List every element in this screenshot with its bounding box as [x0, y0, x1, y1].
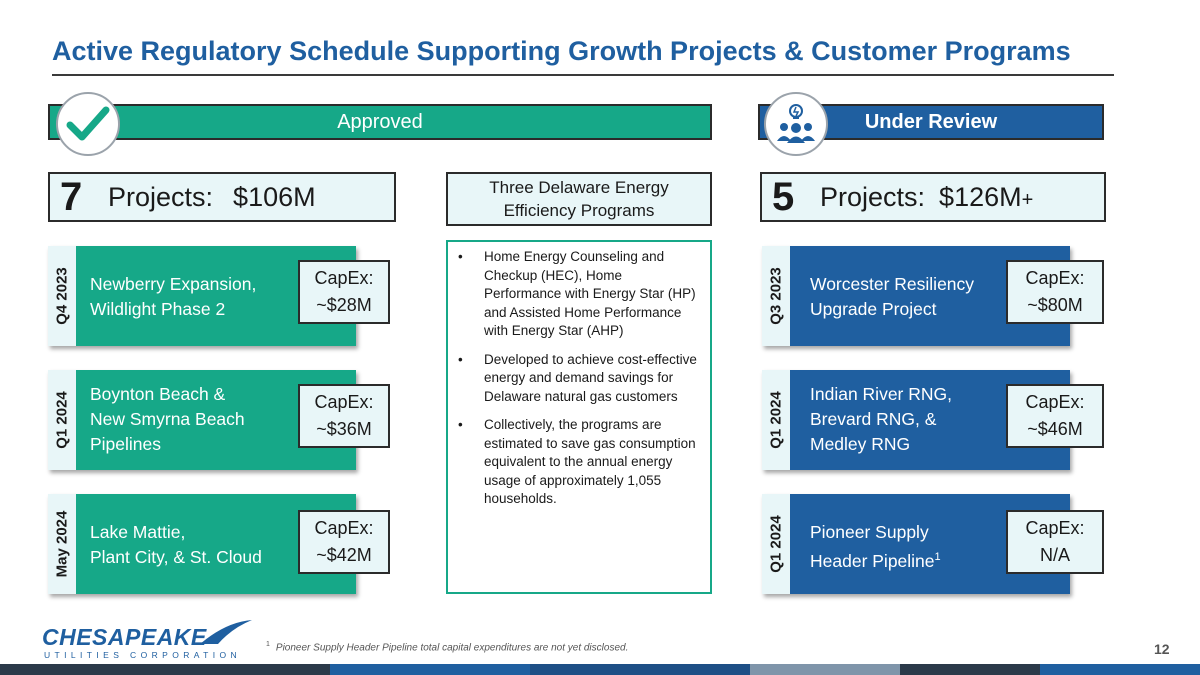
project-name-line: Plant City, & St. Cloud — [90, 547, 262, 567]
review-project-count: 5 — [772, 174, 795, 219]
project-name — [810, 382, 952, 457]
project-name-line: New Smyrna Beach — [90, 409, 245, 429]
capex-value: ~$80M — [1027, 295, 1083, 315]
under-review-header-label: Under Review — [864, 110, 998, 133]
capex-value: ~$36M — [316, 419, 372, 439]
approved-project-count: 7 — [60, 174, 83, 219]
capex-value: N/A — [1039, 545, 1070, 565]
capex-label: CapEx: — [1025, 268, 1085, 288]
page-number: 12 — [1154, 641, 1170, 657]
capex-label: CapEx: — [1025, 518, 1085, 538]
program-bullet: • Collectively, the programs are estimated to save gas consumption equivalent to the annual energy usage of approximately 1,055 households. — [448, 416, 702, 509]
project-name-line: Indian River RNG, — [810, 384, 952, 404]
project-name-line: Pipelines — [90, 434, 162, 454]
date-tab — [762, 370, 790, 470]
check-badge — [56, 92, 120, 156]
project-name — [90, 520, 262, 570]
project-name-line: Upgrade Project — [810, 299, 937, 319]
capex-box — [1006, 260, 1104, 324]
project-name-line: Medley RNG — [810, 434, 911, 454]
review-summary — [760, 172, 1106, 222]
project-name-line — [810, 545, 941, 574]
capex-value: ~$46M — [1027, 419, 1083, 439]
footnote-number: 1 — [266, 641, 270, 648]
capex-value: ~$28M — [316, 295, 372, 315]
project-name-line: Newberry Expansion, — [90, 274, 257, 294]
footnote-text: Pioneer Supply Header Pipeline total capital expenditures are not yet disclosed. — [275, 642, 629, 654]
date-tab — [48, 246, 76, 346]
approved-header — [48, 104, 712, 140]
project-name-line: Wildlight Phase 2 — [90, 299, 226, 319]
bottom-color-stripe — [0, 664, 1200, 675]
team-badge — [764, 92, 828, 156]
programs-title-line: Efficiency Programs — [503, 201, 655, 220]
project-name — [810, 272, 974, 322]
project-name — [810, 520, 941, 574]
capex-label: CapEx: — [314, 518, 374, 538]
date-tab — [48, 494, 76, 594]
project-date: May 2024 — [53, 510, 71, 578]
capex-label: CapEx: — [314, 392, 374, 412]
programs-title-line: Three Delaware Energy — [489, 178, 669, 197]
page-title: Active Regulatory Schedule Supporting Growth Projects & Customer Programs — [52, 36, 1071, 66]
project-name-text: Header Pipeline — [810, 550, 935, 571]
project-name — [90, 382, 245, 457]
logo-subtitle: UTILITIES CORPORATION — [44, 650, 242, 660]
project-date: Q1 2024 — [767, 515, 785, 573]
team-lightbulb-icon — [773, 101, 819, 147]
project-date: Q1 2024 — [53, 391, 71, 449]
review-amount-suffix: + — [1021, 188, 1034, 211]
capex-box — [298, 384, 390, 448]
approved-projects-label: Projects: — [108, 181, 214, 212]
program-bullet: • Developed to achieve cost-effective energy and demand savings for Delaware natural gas customers — [448, 351, 702, 407]
date-tab — [48, 370, 76, 470]
approved-total-amount: $106M — [233, 181, 316, 212]
date-tab — [762, 246, 790, 346]
footnote-marker: 1 — [934, 551, 941, 563]
review-projects-label: Projects: — [820, 181, 926, 212]
capex-value: ~$42M — [316, 545, 372, 565]
project-name-line: Brevard RNG, & — [810, 409, 937, 429]
project-name-line: Boynton Beach & — [90, 384, 226, 404]
approved-summary — [48, 172, 396, 222]
project-date: Q3 2023 — [767, 267, 785, 325]
title-divider — [52, 74, 1114, 76]
program-bullet: • Home Energy Counseling and Checkup (HEC), Home Performance with Energy Star (HP) and Assisted Home Performance with Energy Star (AHP) — [448, 248, 702, 341]
footnote — [266, 641, 628, 653]
logo-wordmark: CHESAPEAKE — [42, 624, 207, 650]
project-name — [90, 272, 256, 322]
project-name-line: Worcester Resiliency — [810, 274, 975, 294]
capex-box — [1006, 510, 1104, 574]
capex-box — [298, 510, 390, 574]
project-date: Q4 2023 — [53, 267, 71, 325]
capex-box — [298, 260, 390, 324]
review-total-amount — [939, 182, 1033, 213]
capex-box — [1006, 384, 1104, 448]
project-name-line: Lake Mattie, — [90, 522, 186, 542]
review-amount-value: $126M — [939, 181, 1022, 212]
approved-header-label: Approved — [337, 110, 423, 133]
company-logo — [36, 618, 256, 662]
capex-label: CapEx: — [1025, 392, 1085, 412]
checkmark-icon — [66, 104, 110, 144]
programs-title — [446, 172, 712, 226]
project-name-line: Pioneer Supply — [810, 522, 929, 542]
capex-label: CapEx: — [314, 268, 374, 288]
project-date: Q1 2024 — [767, 391, 785, 449]
programs-description — [446, 240, 712, 594]
date-tab — [762, 494, 790, 594]
